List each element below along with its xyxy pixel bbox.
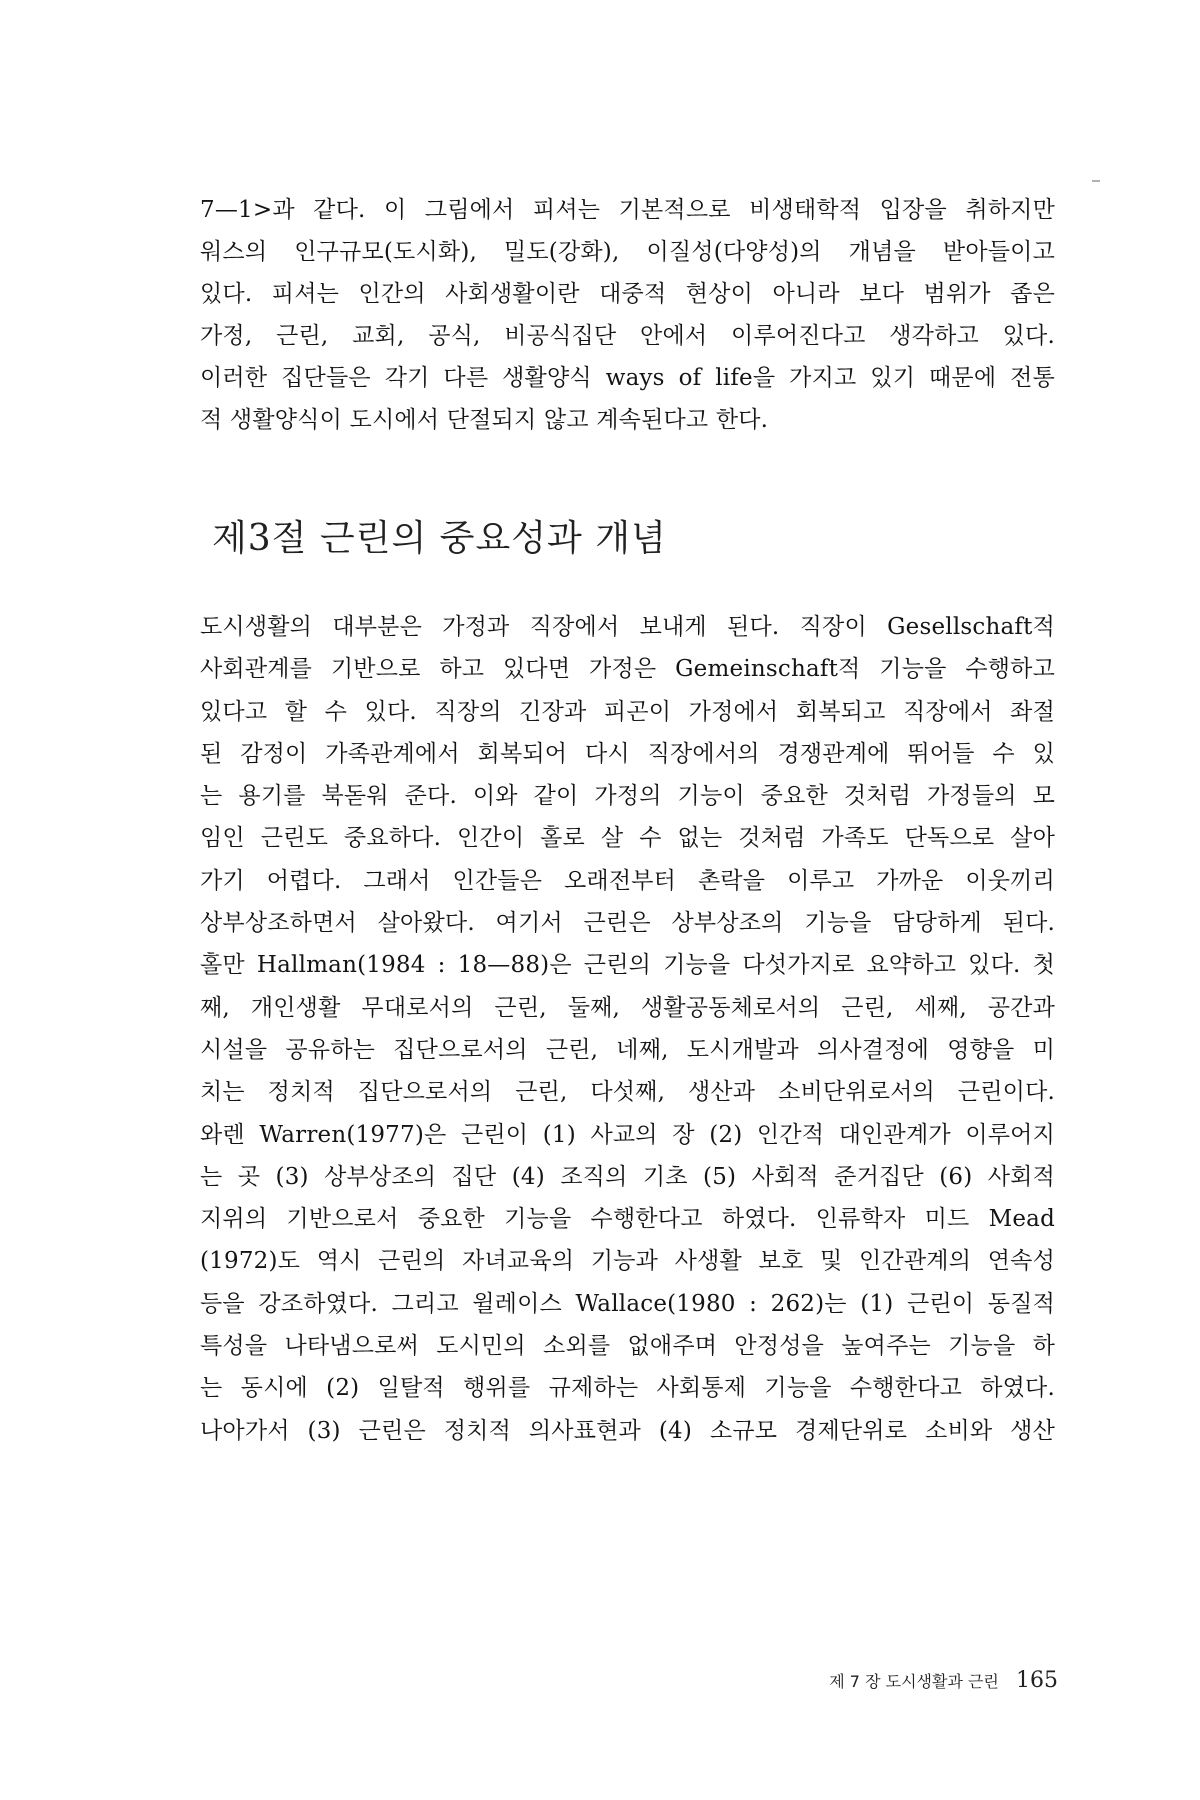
body-line-17: 등을 강조하였다. 그리고 윌레이스 Wallace(1980 : 262)는 (1) 근린이 동질적 [200,1290,1055,1317]
page-footer [770,1666,1058,1696]
body-line-16: (1972)도 역시 근린의 자녀교육의 기능과 사생활 보호 및 인간관계의 연속성 [200,1248,1055,1275]
body-line-19: 는 동시에 (2) 일탈적 행위를 규제하는 사회통제 기능을 수행한다고 하였다. [200,1375,1055,1402]
body-line-6: 임인 근린도 중요하다. 인간이 홀로 살 수 없는 것처럼 가족도 단독으로 살아 [200,825,1055,852]
body-line-11: 시설을 공유하는 집단으로서의 근린, 네째, 도시개발과 의사결정에 영향을 미 [200,1036,1055,1063]
body-line-2: 사회관계를 기반으로 하고 있다면 가정은 Gemeinschaft적 기능을 수행하고 [200,656,1055,683]
body-line-7: 가기 어렵다. 그래서 인간들은 오래전부터 촌락을 이루고 가까운 이웃끼리 [200,867,1055,894]
intro-line-5: 이러한 집단들은 각기 다른 생활양식 ways of life을 가지고 있기 때문에 전통 [200,365,1055,391]
body-line-13: 와렌 Warren(1977)은 근린이 (1) 사교의 장 (2) 인간적 대인관계가 이루어지 [200,1121,1055,1148]
intro-line-1: 7—1>과 같다. 이 그림에서 피셔는 기본적으로 비생태학적 입장을 취하지만 [200,197,1055,223]
intro-line-4: 가정, 근린, 교회, 공식, 비공식집단 안에서 이루어진다고 생각하고 있다. [200,323,1055,349]
body-line-20: 나아가서 (3) 근린은 정치적 의사표현과 (4) 소규모 경제단위로 소비와 생산 [200,1417,1055,1444]
intro-paragraph [200,189,1055,441]
running-footer-chapter: 제 7 장 도시생활과 근린 [829,1672,999,1691]
intro-line-2: 워스의 인구규모(도시화), 밀도(강화), 이질성(다양성)의 개념을 받아들이고 [200,239,1055,265]
body-line-18: 특성을 나타냄으로써 도시민의 소외를 없애주며 안정성을 높여주는 기능을 하 [200,1333,1055,1360]
body-line-3: 있다고 할 수 있다. 직장의 긴장과 피곤이 가정에서 회복되고 직장에서 좌절 [200,698,1055,725]
body-line-10: 째, 개인생활 무대로서의 근린, 둘째, 생활공동체로서의 근린, 세째, 공간과 [200,994,1055,1021]
intro-line-3: 있다. 피셔는 인간의 사회생활이란 대중적 현상이 아니라 보다 범위가 좁은 [200,281,1055,307]
body-line-14: 는 곳 (3) 상부상조의 집단 (4) 조직의 기초 (5) 사회적 준거집단 (6) 사회적 [200,1163,1055,1190]
page-number: 165 [1016,1668,1058,1693]
body-line-4: 된 감정이 가족관계에서 회복되어 다시 직장에서의 경쟁관계에 뛰어들 수 있 [200,740,1055,767]
body-paragraph [200,606,1055,1452]
corner-mark [1092,180,1100,182]
body-line-1: 도시생활의 대부분은 가정과 직장에서 보내게 된다. 직장이 Gesellschaft적 [200,614,1055,640]
body-line-5: 는 용기를 북돋워 준다. 이와 같이 가정의 기능이 중요한 것처럼 가정들의 모 [200,783,1055,810]
body-line-12: 치는 정치적 집단으로서의 근린, 다섯째, 생산과 소비단위로서의 근린이다. [200,1079,1055,1106]
body-line-15: 지위의 기반으로서 중요한 기능을 수행한다고 하였다. 인류학자 미드 Mead [200,1206,1055,1233]
body-line-9: 홀만 Hallman(1984 : 18—88)은 근린의 기능을 다섯가지로 요약하고 있다. 첫 [200,952,1055,979]
intro-line-6: 적 생활양식이 도시에서 단절되지 않고 계속된다고 한다. [200,407,769,433]
section-heading: 제3절 근린의 중요성과 개념 [212,518,667,559]
body-line-8: 상부상조하면서 살아왔다. 여기서 근린은 상부상조의 기능을 담당하게 된다. [200,910,1055,937]
